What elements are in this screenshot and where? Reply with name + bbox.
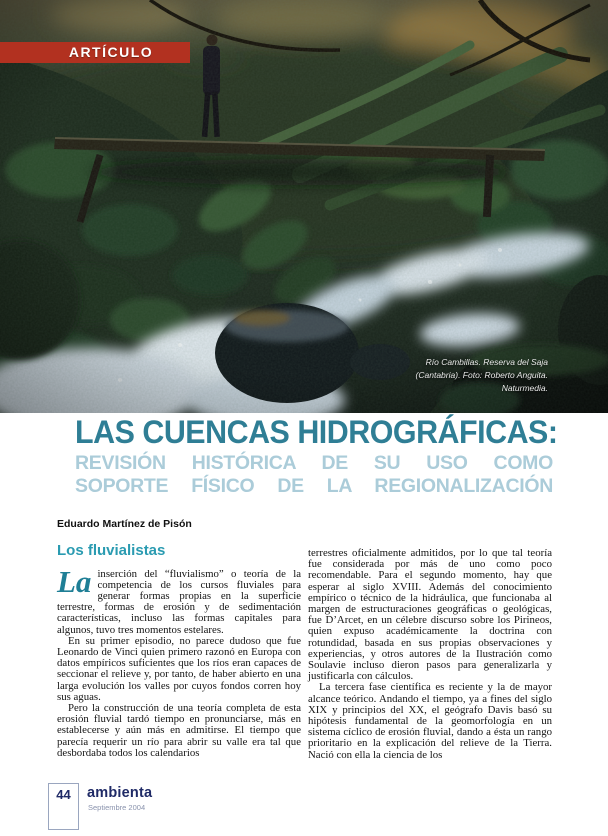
page-number: 44	[56, 787, 71, 802]
issue-date: Septiembre 2004	[88, 803, 146, 812]
article-banner	[0, 42, 190, 63]
dropcap: La	[57, 563, 92, 599]
body-paragraph	[57, 563, 301, 636]
headline-block	[75, 414, 558, 498]
author-byline: Eduardo Martínez de Pisón	[57, 518, 192, 530]
body-column-left	[57, 543, 301, 761]
page-number-box	[48, 783, 79, 830]
article-banner-label: ARTÍCULO	[68, 44, 154, 60]
subtitle-line-2: SOPORTE FÍSICO DE LA REGIONALIZACIÓN	[75, 474, 553, 497]
article-body	[57, 543, 552, 761]
body-paragraph: En su primer episodio, no parece dudoso que fue Leonardo de Vinci quien primero razonó en Europa con datos empíricos suficientes que los ríos eran capaces de seccionar el relieve y, por tanto, de haber abierto en una larga evolución los valles por cuyos fondos corren hoy sus aguas.	[57, 634, 301, 703]
body-column-right	[308, 543, 552, 761]
photo-caption: Río Cambillas. Reserva del Saja (Cantabria). Foto: Roberto Anguita. Naturmedia.	[415, 357, 548, 393]
page-title: LAS CUENCAS HIDROGRÁFICAS:	[75, 414, 558, 450]
page-subtitle	[75, 452, 553, 498]
paragraph-text: inserción del “fluvialismo” o teoría de la competencia de los cursos fluviales para generar formas propias en la superficie terrestre, formas de erosión y de sedimentación características, incluso las formas capitales para algunos, tuvo tres momentos estelares.	[57, 567, 301, 636]
body-paragraph: La tercera fase científica es reciente y la de mayor alcance teórico. Andando el tiempo, ya a fines del siglo XIX y principios del XX, el geógrafo Davis basó su hipótesis fundamental de la geomorfología en un sistema cíclico de erosión fluvial, dando a ésta un rango prioritario en la explicación del relieve de la Tierra. Nació con ella la ciencia de los	[308, 681, 552, 761]
section-heading: Los fluvialistas	[57, 542, 166, 559]
hero-photo	[0, 0, 608, 413]
page-footer	[48, 783, 298, 833]
body-paragraph: terrestres oficialmente admitidos, por lo que tal teoría fue considerada por más de uno como poco recomendable. Para el segundo momento, hay que esperar al siglo XVIII. Además del conocimiento empírico o técnico de la hidráulica, que funcionaba al margen de estructuraciones geográficas o geológicas, fue D’Arcet, en un célebre discurso sobre los Pirineos, quien expuso académicamente la doctrina con rotundidad, basada en sus propias observaciones y experiencias, y otros autores de la Ilustración como Soulavie incluso dieron pasos para generalizarla y justificarla con cálculos.	[308, 547, 552, 683]
subtitle-line-1: REVISIÓN HISTÓRICA DE SU USO COMO	[75, 452, 553, 474]
body-paragraph: Pero la construcción de una teoría completa de esta erosión fluvial tardó tiempo en pronunciarse, más en establecerse y aún más en admitirse. El tiempo que parecía requerir un río para abrir su valle era tal que desbordaba todos los calendarios	[57, 701, 301, 759]
magazine-logo: ambienta	[87, 785, 153, 801]
